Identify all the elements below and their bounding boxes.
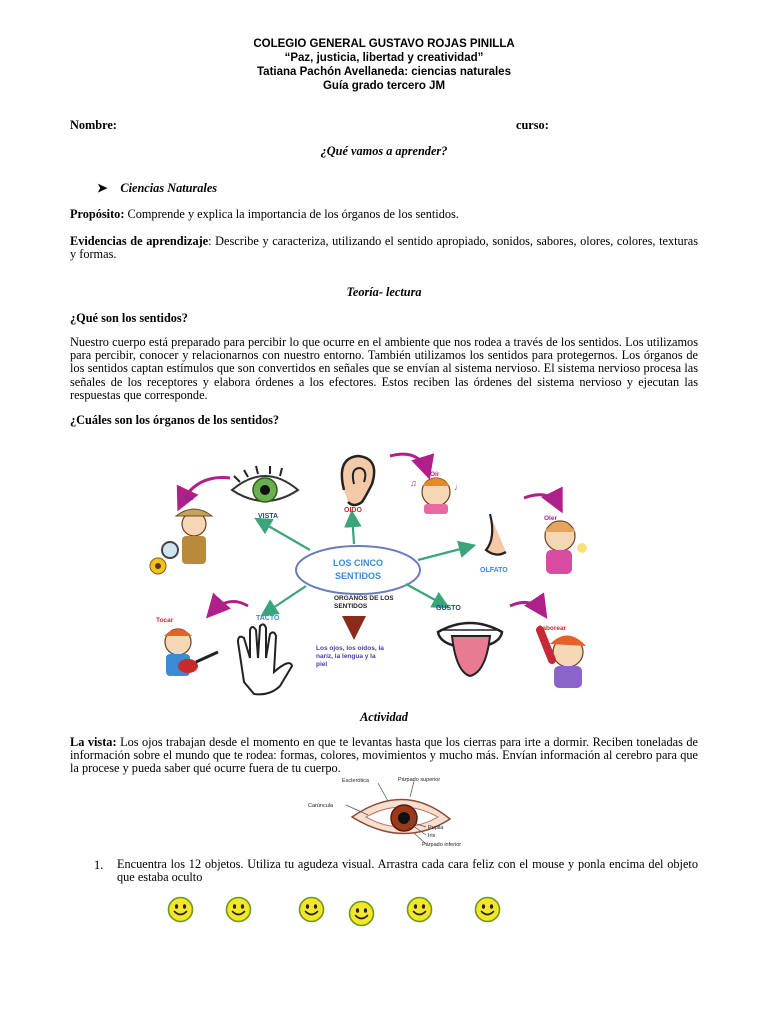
course-label: curso: (516, 118, 549, 132)
evidence-text: : Describe y caracteriza, utilizando el sentido apropiado, sonidos, sabores, olores, colores, texturas y formas. (70, 234, 698, 262)
pupila-label: Pupila (428, 825, 444, 831)
nose-icon (486, 514, 506, 555)
vista-label-text: La vista: (70, 735, 117, 749)
parpado-superior-label: Párpado superior (398, 777, 441, 783)
olfato-label: OLFATO (480, 567, 508, 574)
school-motto: “Paz, justicia, libertad y creatividad” (284, 52, 484, 64)
smiley-face-icon[interactable] (167, 896, 194, 923)
purpose-text: Comprende y explica la importancia de los órganos de los sentidos. (124, 207, 459, 221)
center-title-line2: SENTIDOS (334, 571, 382, 581)
theory-heading: Teoría- lectura (346, 285, 422, 299)
learn-heading: ¿Qué vamos a aprender? (320, 144, 448, 158)
purpose-label: Propósito: (70, 207, 125, 221)
five-senses-svg (140, 446, 624, 700)
smiley-face-icon[interactable] (474, 896, 501, 923)
name-label: Nombre: (70, 118, 117, 132)
saborear-label: Saborear (538, 625, 567, 632)
explorer-boy-icon (150, 509, 212, 574)
task-number: 1. (94, 858, 104, 872)
organs-list-line3: piel (316, 661, 328, 668)
task-text: Encuentra los 12 objetos. Utiliza tu agudeza visual. Arrastra cada cara feliz con el mouse y ponla encima del objeto que estaba oculto (117, 857, 698, 885)
ver-label: Ver (184, 495, 195, 502)
caruncula-label: Carúncula (308, 803, 334, 809)
evidence-paragraph (70, 235, 698, 261)
question-1: ¿Qué son los sentidos? (70, 311, 188, 325)
ear-icon (342, 456, 374, 505)
gusto-label: GUSTO (436, 605, 461, 612)
center-ellipse (296, 546, 420, 594)
organs-list-line1: Los ojos, los oídos, la (316, 645, 384, 652)
child-listening-icon (410, 478, 463, 514)
school-name: COLEGIO GENERAL GUSTAVO ROJAS PINILLA (253, 38, 515, 50)
teacher-line: Tatiana Pachón Avellaneda: ciencias naturales (257, 66, 511, 78)
purpose-paragraph (70, 208, 698, 221)
girl-smelling-icon (544, 521, 587, 574)
activity-heading: Actividad (360, 710, 408, 724)
hand-icon (238, 624, 292, 694)
iris-label: Iris (428, 833, 436, 839)
tacto-label: TACTO (256, 615, 280, 622)
smiley-face-icon[interactable] (348, 900, 375, 927)
parpado-inferior-label: Párpado inferior (422, 842, 462, 848)
smiley-face-icon[interactable] (225, 896, 252, 923)
smiley-face-icon[interactable] (406, 896, 433, 923)
evidence-label: Evidencias de aprendizaje (70, 234, 209, 248)
five-senses-diagram (140, 446, 624, 700)
question-2: ¿Cuáles son los órganos de los sentidos? (70, 413, 280, 427)
esclerotica-label: Esclerótica (342, 778, 369, 784)
subject-bullet (97, 181, 217, 196)
organs-line2: SENTIDOS (334, 603, 368, 610)
oir-label: Oír (430, 471, 440, 478)
vista-label: VISTA (258, 513, 279, 520)
tocar-label: Tocar (156, 617, 174, 624)
eye-anatomy-diagram (302, 775, 466, 851)
organs-line1: ORGANOS DE LOS (334, 595, 394, 602)
vista-text: Los ojos trabajan desde el momento en que te levantas hasta que los cierras para irte a dormir. Reciben toneladas de información sobre el mundo que te rodea: formas, colores, movimientos y mucho más. Envían información al cerebro para que la procese y pueda saber qué ocurre fuera de tu cuerpo. (70, 735, 698, 776)
organs-list-line2: nariz, la lengua y la (316, 653, 376, 660)
svg-text:♩: ♩ (454, 482, 463, 492)
smiley-face-icon[interactable] (298, 896, 325, 923)
vista-paragraph (70, 736, 698, 776)
oler-label: Oler (544, 515, 558, 522)
svg-text:♫: ♫ (410, 478, 417, 488)
mouth-icon (438, 623, 502, 676)
guide-title: Guía grado tercero JM (322, 80, 446, 92)
girl-icecream-icon (540, 630, 586, 688)
oido-label: OIDO (344, 507, 362, 514)
center-title-line1: LOS CINCO (332, 558, 384, 568)
girl-guitar-icon (164, 629, 218, 676)
eye-icon (232, 466, 298, 502)
bullet-arrow-icon: ➤ (97, 181, 108, 195)
eye-anatomy-svg (302, 775, 466, 851)
subject-label: Ciencias Naturales (120, 181, 218, 195)
senses-paragraph: Nuestro cuerpo está preparado para percibir lo que ocurre en el ambiente que nos rodea a través de los sentidos. Los utilizamos para percibir, conocer y relacionarnos con nuestro entorno. También utilizamos los sentidos para protegernos. Los órganos de los sentidos captan estímulos que son convertidos en señales que se envían al sistema nervioso. El sistema nervioso procesa las señales de los receptores y elabora órdenes a los efectores. Estos reciben las órdenes del sistema nervioso y ejecutan las respuestas que corresponde. (70, 335, 698, 402)
